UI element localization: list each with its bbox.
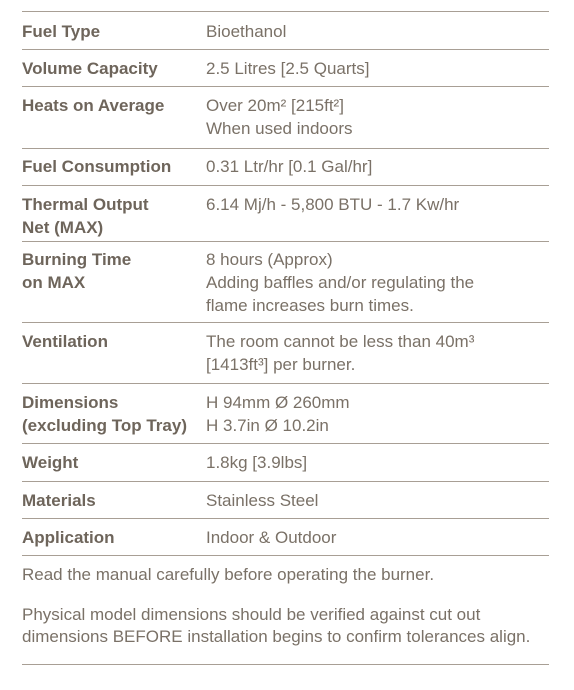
spec-value: Bioethanol [206,22,287,41]
spec-label: Burning Time on MAX [22,250,132,292]
spec-value: Over 20m² [215ft²] When used indoors [206,96,353,138]
spec-row-ventilation [22,323,549,384]
spec-value: 0.31 Ltr/hr [0.1 Gal/hr] [206,157,373,176]
spec-row-heats-on-average [22,87,549,149]
spec-label: Volume Capacity [22,59,158,78]
spec-row-volume-capacity [22,50,549,87]
spec-value: 6.14 Mj/h - 5,800 BTU - 1.7 Kw/hr [206,195,460,214]
spec-label: Heats on Average [22,96,165,115]
spec-row-materials [22,482,549,519]
spec-value: Stainless Steel [206,491,319,510]
spec-label: Dimensions (excluding Top Tray) [22,393,187,435]
dimensions-note: Physical model dimensions should be verified against cut out dimensions BEFORE installation begins to confirm tolerances align. [22,605,531,646]
manual-note: Read the manual carefully before operating the burner. [22,565,435,584]
spec-row-burning-time [22,242,549,323]
spec-row-thermal-output [22,186,549,242]
spec-value: 8 hours (Approx) Adding baffles and/or regulating the flame increases burn times. [206,250,475,315]
spec-label: Thermal Output Net (MAX) [22,195,149,237]
bottom-divider [22,664,549,665]
spec-label: Application [22,528,115,547]
specifications-table [22,11,549,556]
spec-row-fuel-type [22,12,549,50]
spec-row-dimensions [22,384,549,444]
spec-label: Weight [22,453,79,472]
spec-row-fuel-consumption [22,149,549,186]
spec-value: 1.8kg [3.9lbs] [206,453,308,472]
spec-label: Fuel Consumption [22,157,172,176]
notes-section [22,556,549,648]
spec-label: Materials [22,491,96,510]
spec-value: The room cannot be less than 40m³ [1413ft³] per burner. [206,332,475,374]
spec-label: Fuel Type [22,22,101,41]
spec-value: Indoor & Outdoor [206,528,337,547]
spec-row-weight [22,444,549,482]
spec-value: H 94mm Ø 260mm H 3.7in Ø 10.2in [206,393,350,435]
spec-label: Ventilation [22,332,108,351]
spec-row-application [22,519,549,556]
spec-value: 2.5 Litres [2.5 Quarts] [206,59,370,78]
